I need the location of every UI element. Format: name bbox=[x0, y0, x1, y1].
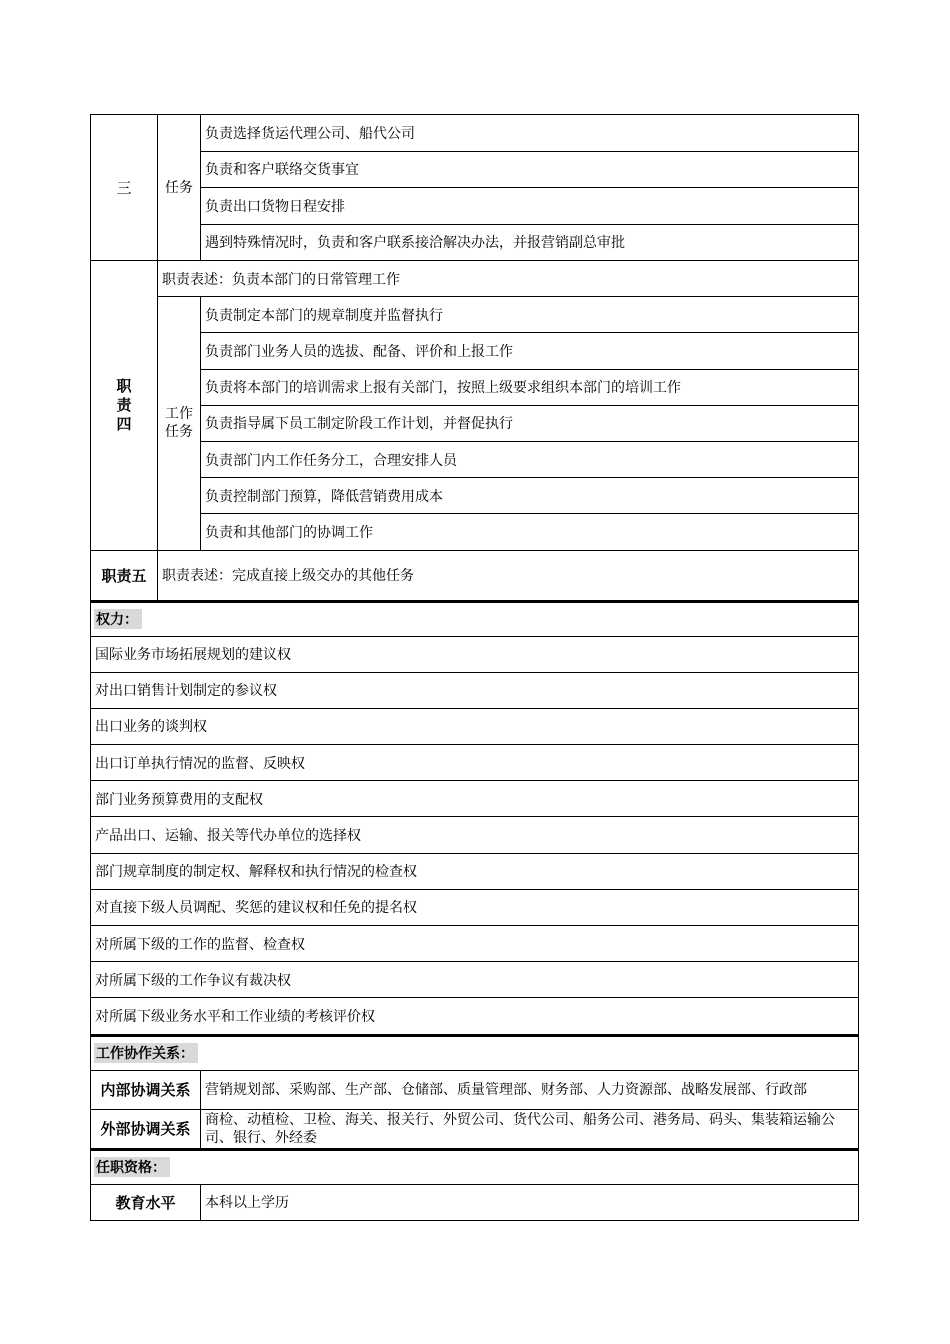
duty-5-block bbox=[90, 551, 859, 601]
duty-5-statement: 职责表述：完成直接上级交办的其他任务 bbox=[158, 551, 858, 601]
power-item: 对所属下级业务水平和工作业绩的考核评价权 bbox=[90, 998, 859, 1034]
duty-4-block bbox=[90, 261, 859, 551]
power-heading bbox=[90, 601, 859, 637]
power-item: 国际业务市场拓展规划的建议权 bbox=[90, 637, 859, 673]
duty-4-statement: 职责表述：负责本部门的日常管理工作 bbox=[158, 261, 858, 297]
duty-3-task: 负责出口货物日程安排 bbox=[201, 188, 858, 225]
power-item: 出口业务的谈判权 bbox=[90, 709, 859, 745]
duty-4-sublabel-line: 任务 bbox=[165, 424, 193, 441]
duty-4-sublabel bbox=[158, 297, 201, 550]
duty-4-task: 负责指导属下员工制定阶段工作计划，并督促执行 bbox=[201, 406, 858, 442]
power-item: 对直接下级人员调配、奖惩的建议权和任免的提名权 bbox=[90, 890, 859, 926]
power-item: 部门规章制度的制定权、解释权和执行情况的检查权 bbox=[90, 854, 859, 890]
power-item: 产品出口、运输、报关等代办单位的选择权 bbox=[90, 817, 859, 853]
power-list bbox=[90, 637, 859, 1035]
duty-4-task: 负责部门内工作任务分工，合理安排人员 bbox=[201, 442, 858, 478]
duty-4-task: 负责制定本部门的规章制度并监督执行 bbox=[201, 297, 858, 333]
duty-4-task: 负责和其他部门的协调工作 bbox=[201, 514, 858, 550]
duty-4-label-line: 四 bbox=[116, 414, 132, 433]
duty-4-sublabel-line: 工作 bbox=[165, 406, 193, 423]
duty-4-label-line: 职 bbox=[116, 376, 132, 395]
power-item: 对所属下级的工作争议有裁决权 bbox=[90, 962, 859, 998]
duty-4-task: 负责部门业务人员的选拔、配备、评价和上报工作 bbox=[201, 333, 858, 369]
duty-5-label: 职责五 bbox=[91, 551, 158, 601]
power-item: 对出口销售计划制定的参议权 bbox=[90, 673, 859, 709]
power-heading-text: 权力： bbox=[94, 609, 142, 629]
internal-relations-label: 内部协调关系 bbox=[91, 1071, 201, 1110]
power-item: 部门业务预算费用的支配权 bbox=[90, 781, 859, 817]
duty-3-sublabel: 任务 bbox=[158, 115, 201, 261]
external-relations-value: 商检、动植检、卫检、海关、报关行、外贸公司、货代公司、船务公司、港务局、码头、集装箱运输公司、银行、外经委 bbox=[201, 1110, 858, 1149]
education-value: 本科以上学历 bbox=[201, 1185, 858, 1221]
job-description-table bbox=[90, 114, 859, 1221]
duty-3-task: 遇到特殊情况时，负责和客户联系接洽解决办法，并报营销副总审批 bbox=[201, 225, 858, 262]
education-label: 教育水平 bbox=[91, 1185, 201, 1221]
relations-heading bbox=[90, 1035, 859, 1071]
duty-4-label-line: 责 bbox=[116, 395, 132, 414]
duty-4-task: 负责将本部门的培训需求上报有关部门，按照上级要求组织本部门的培训工作 bbox=[201, 370, 858, 406]
duty-4-task: 负责控制部门预算，降低营销费用成本 bbox=[201, 478, 858, 514]
relations-heading-text: 工作协作关系： bbox=[94, 1043, 198, 1063]
qualification-heading bbox=[90, 1149, 859, 1185]
external-relations-label: 外部协调关系 bbox=[91, 1110, 201, 1149]
internal-relations-value: 营销规划部、采购部、生产部、仓储部、质量管理部、财务部、人力资源部、战略发展部、行政部 bbox=[201, 1071, 858, 1110]
duty-4-label bbox=[91, 261, 158, 551]
qualification-heading-text: 任职资格： bbox=[94, 1157, 170, 1177]
qualification-block bbox=[90, 1185, 859, 1221]
duty-3-block bbox=[90, 114, 859, 261]
duty-3-task: 负责和客户联络交货事宜 bbox=[201, 152, 858, 189]
duty-3-task: 负责选择货运代理公司、船代公司 bbox=[201, 115, 858, 152]
relations-block bbox=[90, 1071, 859, 1149]
duty-3-label: 三 bbox=[91, 115, 158, 261]
power-item: 出口订单执行情况的监督、反映权 bbox=[90, 745, 859, 781]
power-item: 对所属下级的工作的监督、检查权 bbox=[90, 926, 859, 962]
